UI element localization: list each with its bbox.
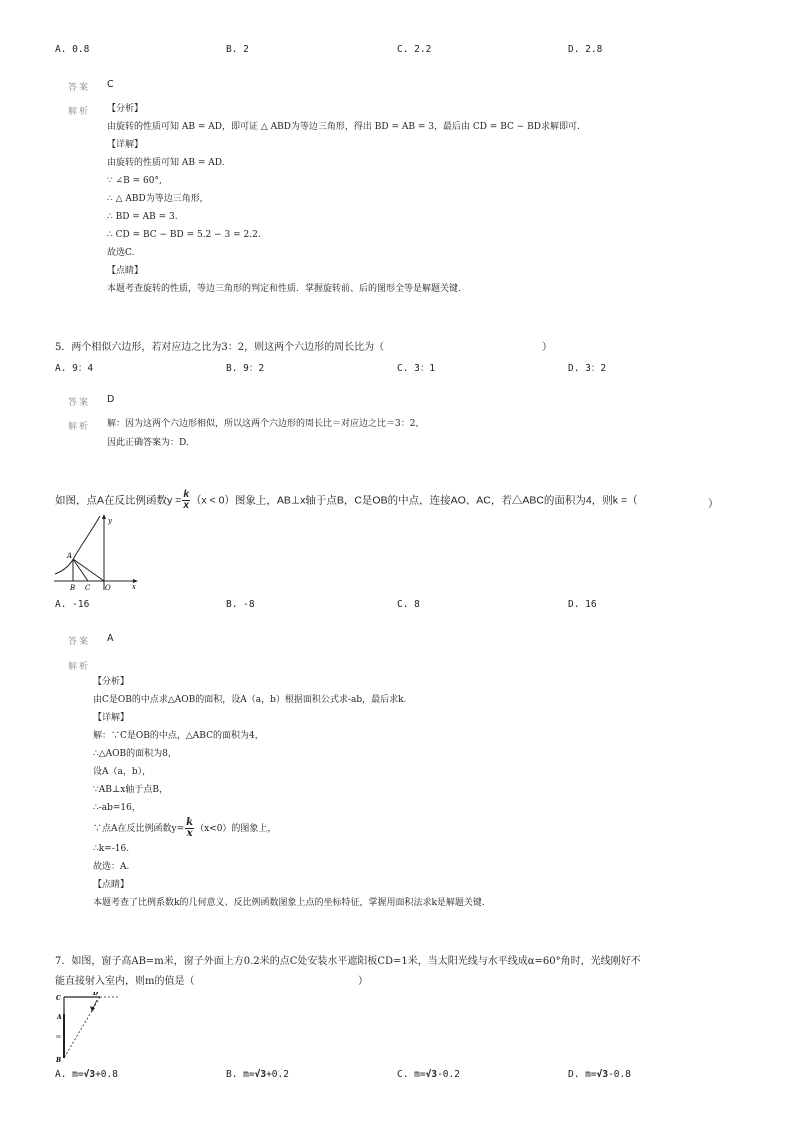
q7-figure: [52, 992, 137, 1066]
q6-analysis-line: （x<0）的图象上，: [195, 824, 277, 834]
q6-analysis-line: 设A（a，b），: [93, 767, 152, 777]
q4-analysis-line: ∴ BD = AB = 3.: [107, 212, 178, 222]
q4-option-b[interactable]: B. 2: [226, 44, 249, 55]
q7-option-b[interactable]: [226, 1069, 289, 1080]
q7-option-post: -0.8: [608, 1069, 631, 1080]
q6-analysis-line: 由C是OB的中点求△AOB的面积，设A（a，b）根据面积公式求-ab，最后求k.: [93, 695, 407, 705]
q5-option-b[interactable]: B. 9：2: [226, 363, 265, 374]
q6-analysis-formula-line: [93, 818, 276, 839]
q4-analysis-line: 【分析】: [107, 104, 144, 114]
q6-analysis-frac-num: k: [186, 817, 194, 828]
q6-label-a: A: [67, 552, 73, 560]
q6-analysis-label: 解析: [68, 662, 91, 672]
q4-analysis-line: 故选C.: [107, 248, 135, 258]
q7-option-d[interactable]: [568, 1069, 631, 1080]
q6-question-close: ）: [708, 498, 719, 510]
q7-label-b: B: [56, 1057, 62, 1064]
q4-analysis-line: 【详解】: [107, 140, 144, 150]
q7-arrowhead-icon: [90, 1006, 95, 1012]
q7-question-line1: 7．如图，窗子高AB=m米，窗子外面上方0.2米的点C处安装水平遮阳板CD=1米，当太阳光线与水平线成α=60°角时，光线刚好不: [55, 956, 641, 967]
q4-analysis-line: 由旋转的性质可知 AB = AD.: [107, 158, 225, 168]
q6-y-arrow-icon: [102, 514, 106, 519]
q4-option-c[interactable]: C. 2.2: [397, 44, 432, 55]
q6-label-y: y: [108, 517, 112, 525]
q4-option-d[interactable]: D. 2.8: [568, 44, 603, 55]
q6-analysis-line: 【分析】: [93, 677, 130, 687]
q7-sqrt: √3: [254, 1069, 267, 1080]
q6-question: [55, 490, 638, 511]
q6-question-pre: 如图，点A在反比例函数y =: [55, 494, 182, 507]
q7-option-pre: D. m=: [568, 1069, 597, 1080]
q6-fraction: [182, 490, 190, 511]
q5-option-a[interactable]: A. 9：4: [55, 363, 94, 374]
q5-analysis-line: 解：因为这两个六边形相似，所以这两个六边形的周长比＝对应边之比＝3：2，: [107, 419, 425, 429]
q6-label-o: O: [105, 584, 111, 592]
q6-option-b[interactable]: B. -8: [226, 599, 255, 610]
q7-label-d: D: [93, 992, 99, 997]
q7-label-c: C: [56, 995, 61, 1002]
q4-analysis-line: 由旋转的性质可知 AB = AD，即可证 △ ABD为等边三角形，得出 BD = AB = 3，最后由 CD = BC − BD求解即可.: [107, 122, 580, 132]
q6-option-a[interactable]: A. -16: [55, 599, 90, 610]
q7-option-pre: C. m=: [397, 1069, 426, 1080]
q4-analysis-line: ∴ △ ABD为等边三角形,: [107, 194, 203, 204]
q7-option-c[interactable]: [397, 1069, 460, 1080]
q6-analysis-line: 解：∵C是OB的中点，△ABC的面积为4，: [93, 731, 264, 741]
q4-answer-label: 答案: [68, 83, 91, 93]
q6-analysis-fraction: [185, 818, 194, 839]
q6-label-b: B: [70, 584, 76, 592]
q6-question-post: （x < 0）图象上，AB⊥x轴于点B，C是OB的中点，连接AO、AC，若△ABC的面积为4，则k =（: [190, 494, 638, 507]
q6-frac-den: x: [183, 500, 189, 511]
q6-analysis-line: ∴△AOB的面积为8，: [93, 749, 177, 759]
q5-answer-label: 答案: [68, 398, 91, 408]
q7-option-pre: A. m=: [55, 1069, 84, 1080]
q6-analysis-line: ∵AB⊥x轴于点B，: [93, 785, 168, 795]
q7-label-a: A: [57, 1014, 62, 1021]
q7-sqrt: √3: [83, 1069, 96, 1080]
q7-sqrt: √3: [425, 1069, 438, 1080]
q5-question: 5．两个相似六边形，若对应边之比为3：2，则这两个六边形的周长比为（: [55, 342, 385, 353]
q5-option-c[interactable]: C. 3：1: [397, 363, 436, 374]
q6-option-c[interactable]: C. 8: [397, 599, 420, 610]
q4-analysis-line: ∵ ∠B = 60°,: [107, 176, 162, 186]
q4-option-a[interactable]: A. 0.8: [55, 44, 90, 55]
q6-frac-num: k: [183, 489, 189, 500]
q4-answer: C: [107, 79, 114, 90]
q7-question-close: ）: [358, 976, 368, 987]
q5-answer: D: [107, 394, 115, 405]
q6-answer: A: [107, 633, 114, 644]
q7-option-post: +0.8: [95, 1069, 118, 1080]
q5-analysis-line: 因此正确答案为：D.: [107, 438, 189, 448]
q7-sqrt: √3: [596, 1069, 609, 1080]
q5-analysis-label: 解析: [68, 422, 91, 432]
q7-label-m: m: [56, 1034, 61, 1040]
q7-option-pre: B. m=: [226, 1069, 255, 1080]
q4-analysis-line: ∴ CD = BC − BD = 5.2 − 3 = 2.2.: [107, 230, 261, 240]
q6-segment-ac: [73, 559, 88, 581]
q6-option-d[interactable]: D. 16: [568, 599, 597, 610]
q7-option-post: -0.2: [437, 1069, 460, 1080]
q6-analysis-frac-den: x: [186, 828, 193, 839]
q6-analysis-line: 【点睛】: [93, 880, 130, 890]
q6-analysis-line: 本题考查了比例系数k的几何意义、反比例函数图象上点的坐标特征，掌握用面积法求k是解题关键.: [93, 898, 485, 908]
q5-option-d[interactable]: D. 3：2: [568, 363, 607, 374]
q4-analysis-line: 本题考查旋转的性质，等边三角形的判定和性质．掌握旋转前、后的图形全等是解题关键.: [107, 284, 461, 294]
q4-analysis-label: 解析: [68, 107, 91, 117]
q6-analysis-line: 故选：A.: [93, 862, 130, 872]
q6-analysis-line: ∴-ab=16，: [93, 803, 141, 813]
q7-question-line2: 能直接射入室内，则m的值是（: [55, 976, 195, 987]
q6-segment-ao: [73, 559, 104, 581]
q6-analysis-line: 【详解】: [93, 713, 130, 723]
q7-sun-ray: [64, 997, 100, 1058]
q6-label-x: x: [132, 583, 136, 591]
q5-question-close: ）: [542, 342, 552, 353]
q7-option-post: +0.2: [266, 1069, 289, 1080]
q6-answer-label: 答案: [68, 637, 91, 647]
q6-label-c: C: [85, 584, 91, 592]
q6-analysis-line: ∵点A在反比例函数y=: [93, 824, 185, 834]
q7-option-a[interactable]: [55, 1069, 118, 1080]
q6-analysis-line: ∴k=-16.: [93, 844, 130, 854]
q4-analysis-line: 【点睛】: [107, 266, 144, 276]
q6-figure: [52, 512, 142, 594]
